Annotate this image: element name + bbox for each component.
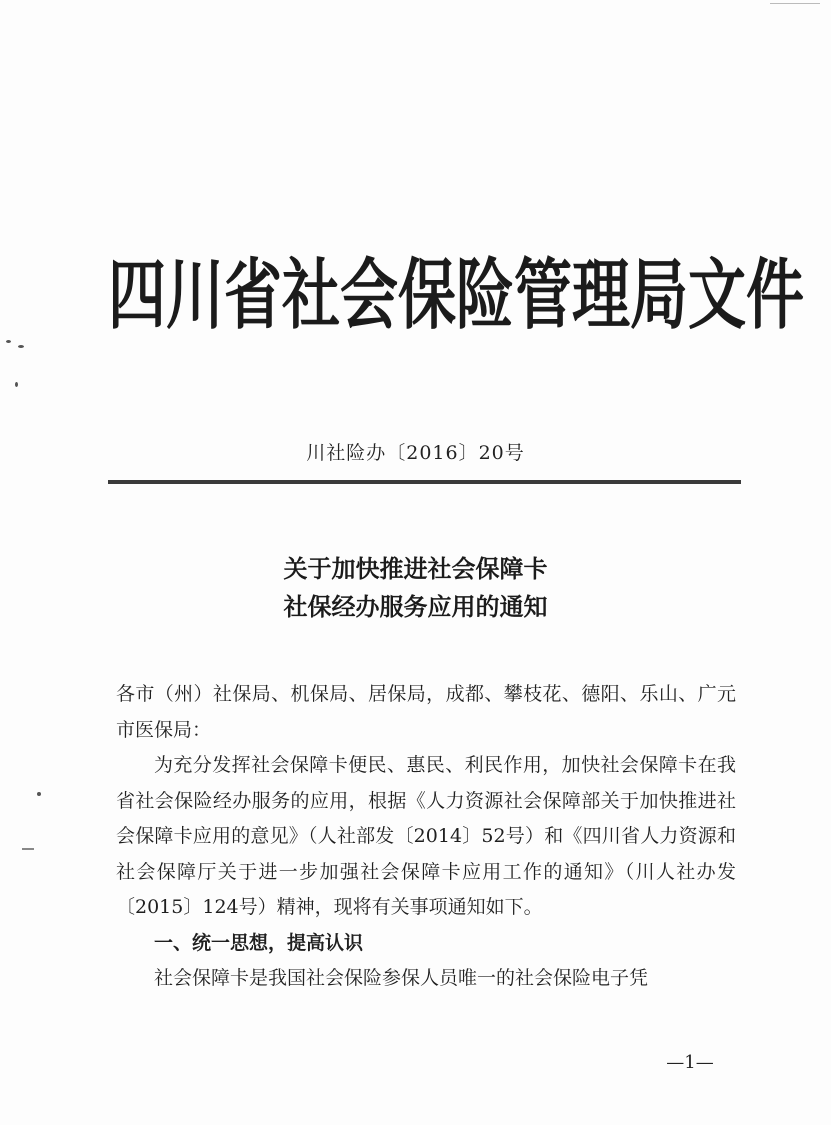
scan-speck: [770, 3, 820, 4]
notice-title-line-1: 关于加快推进社会保障卡: [283, 555, 548, 583]
document-number: 川社险办〔2016〕20号: [306, 442, 525, 464]
scan-speck: [6, 340, 11, 343]
paragraph-intro: 为充分发挥社会保障卡便民、惠民、利民作用，加快社会保障卡在我省社会保险经办服务的应用，根据《人力资源社会保障部关于加快推进社会保障卡应用的意见》（人社部发〔2014〕52号）和《四川省人力资源和社会保障厅关于进一步加强社会保障卡应用工作的通知》（川人社办发〔2015〕124号）精神，现将有关事项通知如下。: [116, 754, 736, 918]
header-rule: [108, 480, 741, 484]
page-number: —1—: [666, 1052, 714, 1073]
paragraph-body: 社会保障卡是我国社会保险参保人员唯一的社会保险电子凭: [154, 967, 649, 989]
scan-speck: [15, 382, 18, 387]
salutation: 各市（州）社保局、机保局、居保局，成都、攀枝花、德阳、乐山、广元市医保局：: [116, 683, 736, 741]
scan-speck: [18, 345, 24, 348]
notice-title-line-2: 社保经办服务应用的通知: [283, 593, 548, 621]
document-body: [116, 677, 736, 997]
section-heading: 一、统一思想，提高认识: [154, 931, 364, 954]
notice-title: [0, 550, 831, 626]
scan-speck: [22, 848, 34, 850]
issuer-title: 四川省社会保险管理局文件: [108, 250, 805, 340]
scan-speck: [37, 792, 41, 796]
